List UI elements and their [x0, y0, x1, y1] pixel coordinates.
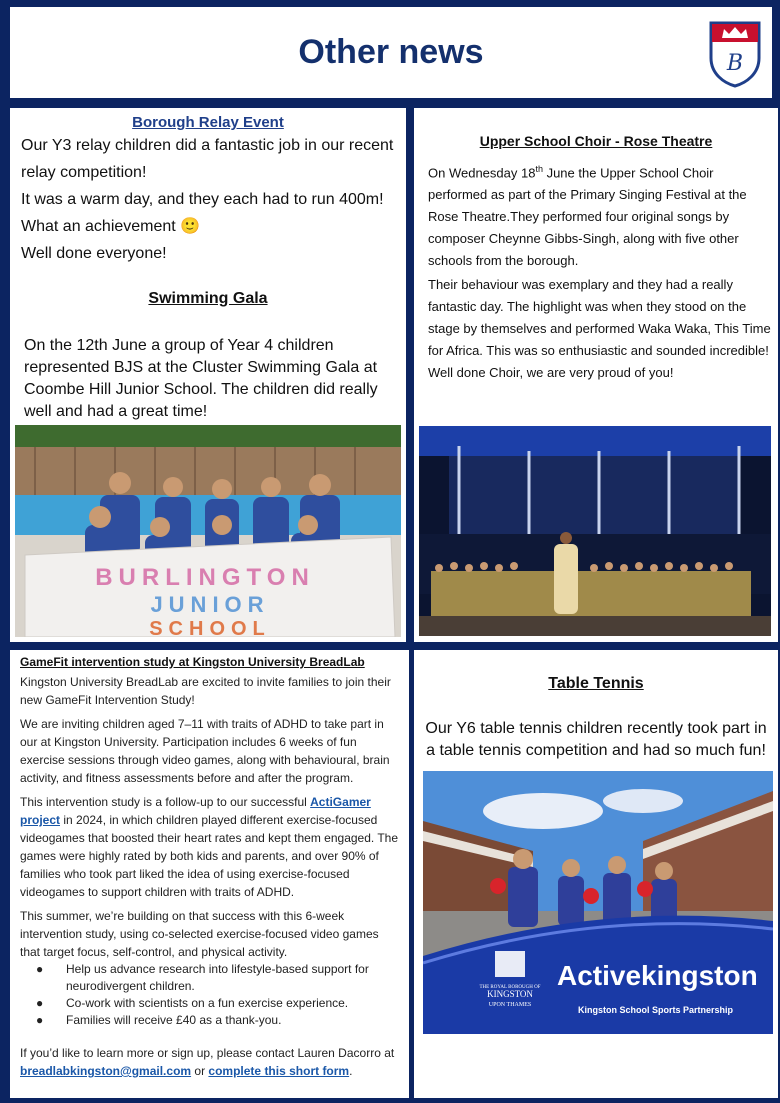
bullet-icon: ● [36, 962, 44, 976]
partnership-banner-text: Kingston School Sports Partnership [578, 1005, 734, 1015]
gamefit-paragraph-3 [20, 793, 401, 901]
choir-photo [419, 426, 771, 636]
gamefit-paragraph-4: This summer, we’re building on that success with this 6-week intervention study, using co-selected exercise-focused video games that target focus, self-control, and physical activity. [20, 909, 379, 959]
short-form-link[interactable]: complete this short form [208, 1064, 350, 1078]
list-item [20, 995, 401, 1012]
svg-text:B: B [726, 51, 744, 76]
school-crest-logo [708, 20, 762, 88]
bullet-text: Families will receive £40 as a thank-you. [66, 1013, 282, 1027]
gamefit-p3-post: in 2024, in which children played different exercise-focused videogames that boosted their heart rates and kept them engaged. The games were highly rated by both kids and parents, and over 90% of families who took part liked the idea of using exercise-focused videogames to support children with traits of ADHD. [20, 813, 399, 899]
contact-period: . [349, 1064, 353, 1078]
bullet-text: Co-work with scientists on a fun exercise experience. [66, 996, 349, 1010]
choir-p1-pre: On Wednesday 18 [428, 165, 536, 181]
page-title: Other news [298, 33, 484, 71]
activekingston-banner-text: Activekingston [557, 960, 758, 991]
bullet-icon: ● [36, 1013, 44, 1027]
choir-paragraph-2: Their behaviour was exemplary and they had a really fantastic day. The highlight was when they stood on the stage by themselves and performed Waka Waka, This Time for Africa. This was so enthusiastic and sounded incredible! Well done Choir, we are very proud of you! [428, 277, 771, 380]
table-tennis-heading: Table Tennis [548, 675, 644, 692]
banner-word-1: BURLINGTON [95, 564, 315, 591]
choir-paragraph-1 [428, 158, 772, 272]
gamefit-contact [20, 1044, 401, 1080]
gamefit-body [20, 673, 401, 961]
choir-p1-post: June the Upper School Choir performed as part of the Primary Singing Festival at the Rose Theatre.They performed four original songs by composer Cheynne Gibbs-Singh, along with five other schools from the borough. [428, 165, 747, 269]
gamefit-bullet-list [20, 961, 401, 1029]
actigamer-project-link[interactable]: ActiGamer project [20, 795, 371, 827]
borough-line-3: UPON THAMES [488, 1002, 532, 1008]
gamefit-paragraph-1: Kingston University BreadLab are excited to invite families to join their new GameFit Intervention Study! [20, 675, 391, 707]
gamefit-panel [10, 650, 409, 1098]
relay-text [21, 132, 402, 267]
relay-swimming-panel [10, 108, 406, 642]
relay-line-1: Our Y3 relay children did a fantastic job in our recent relay competition! [21, 137, 394, 181]
table-tennis-photo [423, 771, 773, 1034]
borough-line-1: THE ROYAL BOROUGH OF [479, 985, 541, 990]
choir-p1-sup: th [535, 164, 543, 174]
header-panel [10, 7, 772, 98]
bullet-icon: ● [36, 996, 44, 1010]
relay-heading: Borough Relay Event [132, 114, 284, 131]
swimming-text: On the 12th June a group of Year 4 children represented BJS at the Cluster Swimming Gala at Coombe Hill Junior School. The children did really well and had a great time! [24, 337, 378, 420]
table-tennis-text: Our Y6 table tennis children recently took part in a table tennis competition and had so much fun! [425, 720, 767, 759]
banner-word-2: JUNIOR [150, 592, 270, 617]
email-link[interactable]: breadlabkingston@gmail.com [20, 1064, 192, 1078]
relay-line-2: It was a warm day, and they each had to run 400m! What an achievement 🙂 [21, 191, 384, 235]
contact-or: or [191, 1064, 209, 1078]
contact-text: If you’d like to learn more or sign up, please contact Lauren Dacorro at [20, 1046, 395, 1060]
relay-line-3: Well done everyone! [21, 245, 167, 262]
table-tennis-panel [414, 650, 778, 1098]
choir-heading: Upper School Choir - Rose Theatre [479, 133, 713, 149]
list-item [20, 961, 401, 995]
borough-line-2: KINGSTON [487, 989, 533, 999]
swimming-gala-photo [15, 425, 401, 637]
gamefit-p3-pre: This intervention study is a follow-up to our successful [20, 795, 311, 809]
bullet-text: Help us advance research into lifestyle-based support for neurodivergent children. [66, 962, 369, 993]
choir-panel [414, 108, 778, 642]
gamefit-heading: GameFit intervention study at Kingston University BreadLab [20, 655, 365, 669]
swimming-heading: Swimming Gala [148, 290, 268, 307]
banner-word-3: SCHOOL [149, 618, 271, 637]
list-item [20, 1012, 401, 1029]
gamefit-paragraph-2: We are inviting children aged 7–11 with traits of ADHD to take part in our at Kingston University. Participation includes 6 weeks of fun exercise sessions through video games, along with behavioural, brain activity, and fitness assessments before and after the program. [20, 717, 390, 785]
